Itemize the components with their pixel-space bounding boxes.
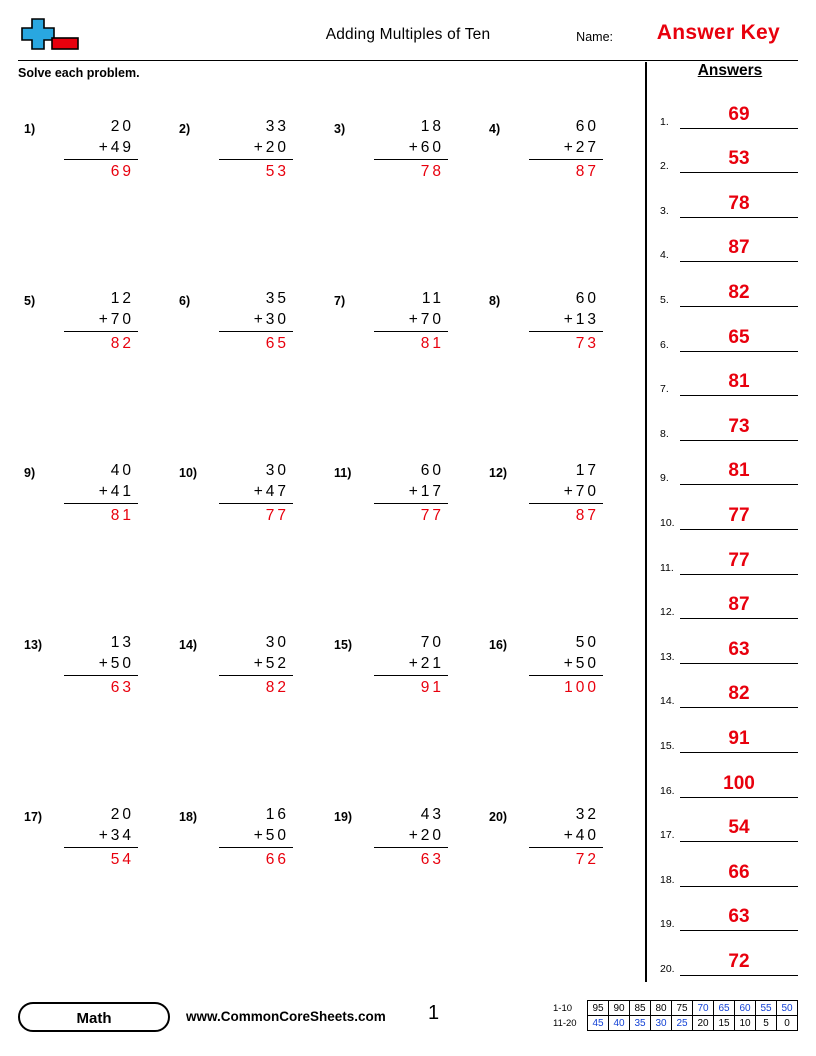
problem-cell — [18, 798, 173, 970]
scale-cell: 10 — [735, 1016, 756, 1031]
answer-value: 91 — [420, 679, 444, 696]
problem-cell — [18, 454, 173, 626]
answer-line — [680, 306, 798, 307]
scale-row-1 — [553, 1001, 798, 1016]
addend-bottom: +20 — [408, 827, 444, 844]
problem-stack — [529, 462, 603, 525]
answer-index: 1. — [660, 115, 669, 128]
answer-value: 69 — [728, 103, 750, 125]
answer-row — [660, 933, 800, 978]
answer-value: 69 — [110, 163, 134, 180]
answer-value: 78 — [728, 192, 750, 214]
answer-index: 2. — [660, 160, 669, 173]
answer-index: 6. — [660, 338, 669, 351]
problem-stack — [374, 806, 448, 869]
answer-row — [660, 220, 800, 265]
addend-top: 12 — [110, 290, 134, 307]
scale-cell: 35 — [630, 1016, 651, 1031]
instruction-text: Solve each problem. — [18, 66, 140, 80]
addend-top: 35 — [265, 290, 289, 307]
problem-stack — [529, 290, 603, 353]
addend-top: 40 — [110, 462, 134, 479]
answer-value: 82 — [265, 679, 289, 696]
answer-line — [680, 217, 798, 218]
answer-row — [660, 175, 800, 220]
answer-key-label: Answer Key — [656, 21, 780, 44]
answer-index: 4. — [660, 249, 669, 262]
addend-bottom: +40 — [563, 827, 599, 844]
problem-stack — [529, 806, 603, 869]
answer-row — [660, 755, 800, 800]
problem-stack — [529, 118, 603, 181]
scale-cell: 40 — [609, 1016, 630, 1031]
addend-top: 43 — [420, 806, 444, 823]
problem-cell — [18, 110, 173, 282]
addend-top: 30 — [265, 634, 289, 651]
addend-bottom: +17 — [408, 483, 444, 500]
answer-value: 87 — [728, 594, 750, 616]
answer-value: 54 — [728, 817, 750, 839]
answers-panel — [660, 62, 800, 978]
addend-top: 17 — [575, 462, 599, 479]
addend-bottom: +49 — [98, 139, 134, 156]
answer-row — [660, 889, 800, 934]
answer-line — [680, 395, 798, 396]
problem-cell — [173, 110, 328, 282]
answer-value: 81 — [728, 460, 750, 482]
answer-value: 63 — [728, 906, 750, 928]
addend-bottom: +52 — [253, 655, 289, 672]
answer-index: 15. — [660, 739, 675, 752]
addend-top: 70 — [420, 634, 444, 651]
problem-stack — [374, 462, 448, 525]
problem-cell — [328, 798, 483, 970]
addend-bottom: +27 — [563, 139, 599, 156]
answer-index: 17. — [660, 829, 675, 842]
scale-cell: 85 — [630, 1001, 651, 1016]
answer-value: 72 — [728, 950, 750, 972]
problem-number: 5) — [24, 294, 36, 308]
answer-value: 77 — [728, 504, 750, 526]
answer-line — [680, 351, 798, 352]
problem-cell — [483, 282, 638, 454]
problem-cell — [173, 626, 328, 798]
site-url: www.CommonCoreSheets.com — [186, 1009, 386, 1024]
answer-line — [680, 707, 798, 708]
answer-index: 18. — [660, 873, 675, 886]
answer-index: 11. — [660, 561, 674, 574]
answer-value: 87 — [728, 237, 750, 259]
addend-bottom: +50 — [98, 655, 134, 672]
answer-value: 77 — [728, 549, 750, 571]
addend-top: 20 — [110, 118, 134, 135]
problem-number: 13) — [24, 638, 43, 652]
answer-value: 65 — [728, 326, 750, 348]
problem-number: 20) — [489, 810, 508, 824]
answer-index: 5. — [660, 293, 669, 306]
answer-row — [660, 354, 800, 399]
problem-number: 7) — [334, 294, 346, 308]
scale-cell: 70 — [693, 1001, 714, 1016]
answer-line — [680, 261, 798, 262]
answer-index: 9. — [660, 472, 669, 485]
page-number: 1 — [428, 1002, 440, 1024]
problem-number: 1) — [24, 122, 36, 136]
scale-cell: 60 — [735, 1001, 756, 1016]
answer-value: 100 — [564, 679, 599, 696]
scale-cell: 90 — [609, 1001, 630, 1016]
problem-cell — [18, 282, 173, 454]
addend-top: 13 — [110, 634, 134, 651]
addend-top: 32 — [575, 806, 599, 823]
answer-row — [660, 443, 800, 488]
problem-number: 19) — [334, 810, 353, 824]
scale-cell: 75 — [672, 1001, 693, 1016]
addend-bottom: +41 — [98, 483, 134, 500]
answer-value: 82 — [110, 335, 134, 352]
problem-cell — [328, 110, 483, 282]
addend-top: 20 — [110, 806, 134, 823]
answers-title: Answers — [697, 62, 763, 79]
problem-stack — [219, 118, 293, 181]
problem-number: 10) — [179, 466, 198, 480]
answer-value: 77 — [265, 507, 289, 524]
answer-index: 20. — [660, 962, 675, 975]
answer-value: 66 — [265, 851, 289, 868]
answer-value: 81 — [728, 371, 750, 393]
answer-row — [660, 577, 800, 622]
addend-top: 30 — [265, 462, 289, 479]
problem-number: 9) — [24, 466, 36, 480]
answer-line — [680, 752, 798, 753]
answer-line — [680, 172, 798, 173]
problem-stack — [219, 806, 293, 869]
answer-row — [660, 131, 800, 176]
answer-value: 63 — [728, 638, 750, 660]
answer-value: 65 — [265, 335, 289, 352]
problem-stack — [374, 634, 448, 697]
answer-index: 8. — [660, 427, 669, 440]
answer-index: 3. — [660, 204, 669, 217]
addend-bottom: +34 — [98, 827, 134, 844]
problem-number: 11) — [334, 466, 352, 480]
answer-value: 87 — [575, 163, 599, 180]
problem-cell — [173, 454, 328, 626]
subject-badge: Math — [18, 1002, 170, 1032]
problem-stack — [219, 634, 293, 697]
scale-cell: 15 — [714, 1016, 735, 1031]
answer-value: 73 — [728, 415, 750, 437]
page-header — [18, 12, 798, 56]
problem-stack — [64, 118, 138, 181]
answer-value: 54 — [110, 851, 134, 868]
answer-row — [660, 309, 800, 354]
problem-cell — [328, 282, 483, 454]
scale-cell: 20 — [693, 1016, 714, 1031]
problem-stack — [64, 462, 138, 525]
scale-cell: 95 — [588, 1001, 609, 1016]
problem-stack — [374, 118, 448, 181]
page-title: Adding Multiples of Ten — [325, 26, 491, 43]
addend-top: 60 — [575, 118, 599, 135]
problem-cell — [173, 282, 328, 454]
scale-cell: 50 — [777, 1001, 798, 1016]
answer-value: 77 — [420, 507, 444, 524]
problem-number: 2) — [179, 122, 191, 136]
addend-bottom: +47 — [253, 483, 289, 500]
addend-top: 50 — [575, 634, 599, 651]
answer-value: 53 — [265, 163, 289, 180]
answer-value: 53 — [728, 148, 750, 170]
answer-row — [660, 621, 800, 666]
addend-bottom: +20 — [253, 139, 289, 156]
answer-index: 10. — [660, 516, 675, 529]
answer-index: 7. — [660, 383, 669, 396]
grading-scale-table — [553, 1000, 798, 1031]
scale-cell: 80 — [651, 1001, 672, 1016]
problem-number: 17) — [24, 810, 43, 824]
answer-value: 72 — [575, 851, 599, 868]
answer-value: 100 — [723, 772, 755, 794]
problem-cell — [483, 110, 638, 282]
answer-value: 81 — [110, 507, 134, 524]
problem-number: 18) — [179, 810, 198, 824]
answer-index: 19. — [660, 918, 675, 931]
answer-line — [680, 975, 798, 976]
header-divider — [18, 60, 798, 61]
scale-row-2-label: 11-20 — [553, 1017, 577, 1029]
problems-grid — [18, 110, 638, 970]
answer-line — [680, 930, 798, 931]
problem-cell — [328, 626, 483, 798]
answer-index: 16. — [660, 784, 675, 797]
answer-index: 12. — [660, 606, 675, 619]
problem-number: 14) — [179, 638, 198, 652]
addend-top: 11 — [421, 290, 444, 307]
answer-line — [680, 440, 798, 441]
problem-stack — [64, 634, 138, 697]
answer-row — [660, 86, 800, 131]
answer-row — [660, 666, 800, 711]
scale-cell: 25 — [672, 1016, 693, 1031]
answer-row — [660, 398, 800, 443]
answer-line — [680, 797, 798, 798]
problem-cell — [483, 454, 638, 626]
problem-row — [18, 798, 638, 970]
answer-value: 91 — [728, 727, 750, 749]
answer-value: 82 — [728, 281, 750, 303]
answer-row — [660, 264, 800, 309]
scale-cell: 5 — [756, 1016, 777, 1031]
scale-row-1-label: 1-10 — [553, 1002, 573, 1014]
answer-value: 73 — [575, 335, 599, 352]
addend-bottom: +70 — [563, 483, 599, 500]
answer-value: 63 — [110, 679, 134, 696]
addend-top: 18 — [420, 118, 444, 135]
addend-bottom: +13 — [563, 311, 599, 328]
problem-row — [18, 626, 638, 798]
scale-cell: 45 — [588, 1016, 609, 1031]
answer-row — [660, 487, 800, 532]
answer-value: 78 — [420, 163, 444, 180]
addend-bottom: +50 — [563, 655, 599, 672]
problem-cell — [483, 798, 638, 970]
addend-top: 60 — [575, 290, 599, 307]
answer-line — [680, 529, 798, 530]
answer-line — [680, 886, 798, 887]
addend-bottom: +70 — [408, 311, 444, 328]
problem-number: 4) — [489, 122, 501, 136]
problem-number: 15) — [334, 638, 353, 652]
addend-top: 33 — [265, 118, 289, 135]
answer-line — [680, 574, 798, 575]
problem-stack — [374, 290, 448, 353]
problem-row — [18, 282, 638, 454]
answer-line — [680, 128, 798, 129]
answer-value: 87 — [575, 507, 599, 524]
problem-number: 16) — [489, 638, 508, 652]
problem-number: 8) — [489, 294, 501, 308]
addend-bottom: +60 — [408, 139, 444, 156]
problem-cell — [328, 454, 483, 626]
problem-row — [18, 454, 638, 626]
problem-stack — [64, 290, 138, 353]
problem-cell — [173, 798, 328, 970]
scale-cell: 65 — [714, 1001, 735, 1016]
answer-line — [680, 618, 798, 619]
answer-line — [680, 663, 798, 664]
problem-number: 12) — [489, 466, 508, 480]
answer-index: 13. — [660, 650, 675, 663]
answer-row — [660, 844, 800, 889]
answer-row — [660, 800, 800, 845]
answer-row — [660, 532, 800, 577]
answer-line — [680, 484, 798, 485]
addend-top: 16 — [265, 806, 289, 823]
addend-bottom: +70 — [98, 311, 134, 328]
problem-stack — [64, 806, 138, 869]
problem-number: 6) — [179, 294, 191, 308]
problem-stack — [219, 290, 293, 353]
vertical-divider — [645, 62, 647, 982]
addend-bottom: +30 — [253, 311, 289, 328]
answer-line — [680, 841, 798, 842]
scale-cell: 30 — [651, 1016, 672, 1031]
answer-index: 14. — [660, 695, 675, 708]
name-label: Name: — [576, 30, 613, 44]
answer-row — [660, 710, 800, 755]
scale-cell: 0 — [777, 1016, 798, 1031]
problem-row — [18, 110, 638, 282]
problem-cell — [483, 626, 638, 798]
scale-row-2 — [553, 1016, 798, 1031]
scale-cell: 55 — [756, 1001, 777, 1016]
addend-bottom: +21 — [408, 655, 444, 672]
addend-top: 60 — [420, 462, 444, 479]
answer-value: 66 — [728, 861, 750, 883]
problem-number: 3) — [334, 122, 346, 136]
problem-stack — [529, 634, 603, 697]
answer-value: 82 — [728, 683, 750, 705]
page-footer — [18, 1000, 798, 1044]
problem-stack — [219, 462, 293, 525]
addend-bottom: +50 — [253, 827, 289, 844]
answer-value: 81 — [420, 335, 444, 352]
problem-cell — [18, 626, 173, 798]
answer-value: 63 — [420, 851, 444, 868]
